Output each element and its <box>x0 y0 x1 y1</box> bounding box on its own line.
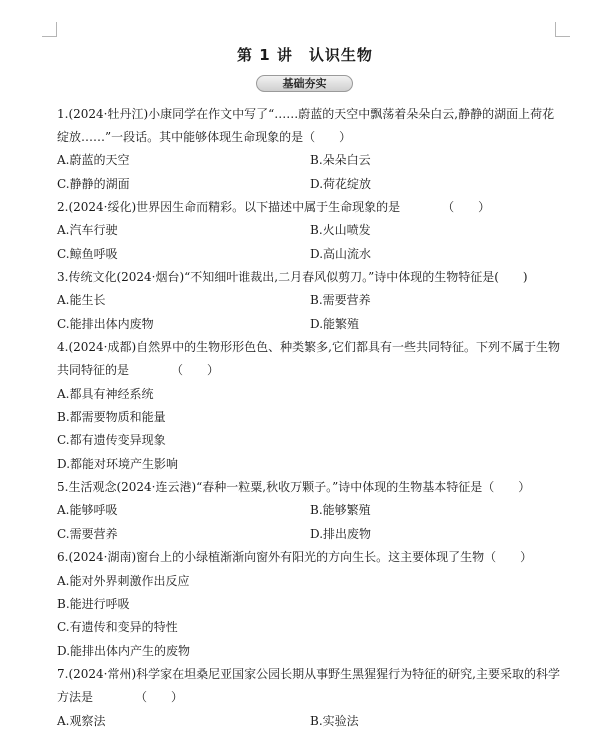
question-2-option-c: C.鲸鱼呼吸 <box>57 247 118 261</box>
question-6-option-d: D.能排出体内产生的废物 <box>57 644 191 658</box>
question-3-option-a: A.能生长 <box>57 293 106 307</box>
question-1-option-a: A.蔚蓝的天空 <box>57 153 130 167</box>
question-6-stem: 6.(2024·湖南)窗台上的小绿植渐渐向窗外有阳光的方向生长。这主要体现了生物（ ） <box>57 550 533 564</box>
page-corner-mark-right <box>555 22 570 37</box>
question-2-option-b: B.火山喷发 <box>310 223 371 237</box>
question-5-option-b: B.能够繁殖 <box>310 503 371 517</box>
lesson-title: 第 1 讲 认识生物 <box>237 46 373 64</box>
question-1-option-b: B.朵朵白云 <box>310 153 371 167</box>
question-7-stem-line2: 方法是 （ ） <box>57 690 184 704</box>
question-4-option-b: B.都需要物质和能量 <box>57 410 166 424</box>
question-3-stem: 3.传统文化(2024·烟台)“不知细叶谁裁出,二月春风似剪刀。”诗中体现的生物特征是( ) <box>57 270 528 284</box>
question-3-option-d: D.能繁殖 <box>310 317 360 331</box>
question-1-stem-line2: 绽放……”一段话。其中能够体现生命现象的是（ ） <box>57 130 352 144</box>
question-7-option-a: A.观察法 <box>57 714 106 728</box>
question-6-option-c: C.有遗传和变异的特性 <box>57 620 178 634</box>
question-3-option-c: C.能排出体内废物 <box>57 317 154 331</box>
question-6-option-b: B.能进行呼吸 <box>57 597 130 611</box>
question-2-stem: 2.(2024·绥化)世界因生命而精彩。以下描述中属于生命现象的是 （ ） <box>57 200 491 214</box>
question-5-option-c: C.需要营养 <box>57 527 118 541</box>
question-4-option-d: D.都能对环境产生影响 <box>57 457 179 471</box>
question-1-option-c: C.静静的湖面 <box>57 177 130 191</box>
question-5-option-a: A.能够呼吸 <box>57 503 118 517</box>
question-2-option-d: D.高山流水 <box>310 247 372 261</box>
question-7-option-b: B.实验法 <box>310 714 359 728</box>
question-6-option-a: A.能对外界刺激作出反应 <box>57 574 190 588</box>
question-2-option-a: A.汽车行驶 <box>57 223 118 237</box>
question-5-option-d: D.排出废物 <box>310 527 372 541</box>
question-1-option-d: D.荷花绽放 <box>310 177 372 191</box>
question-4-option-c: C.都有遗传变异现象 <box>57 433 166 447</box>
question-4-option-a: A.都具有神经系统 <box>57 387 154 401</box>
section-badge: 基础夯实 <box>256 75 353 92</box>
question-4-stem-line1: 4.(2024·成都)自然界中的生物形形色色、种类繁多,它们都具有一些共同特征。下列不属于生物 <box>57 340 560 354</box>
question-1-stem-line1: 1.(2024·牡丹江)小康同学在作文中写了“……蔚蓝的天空中飘荡着朵朵白云,静静的湖面上荷花 <box>57 107 555 121</box>
question-7-stem-line1: 7.(2024·常州)科学家在坦桑尼亚国家公园长期从事野生黑猩猩行为特征的研究,主要采取的科学 <box>57 667 560 681</box>
question-3-option-b: B.需要营养 <box>310 293 371 307</box>
question-5-stem: 5.生活观念(2024·连云港)“春种一粒粟,秋收万颗子。”诗中体现的生物基本特征是（ ） <box>57 480 531 494</box>
page-corner-mark-left <box>42 22 57 37</box>
question-4-stem-line2: 共同特征的是 （ ） <box>57 363 220 377</box>
